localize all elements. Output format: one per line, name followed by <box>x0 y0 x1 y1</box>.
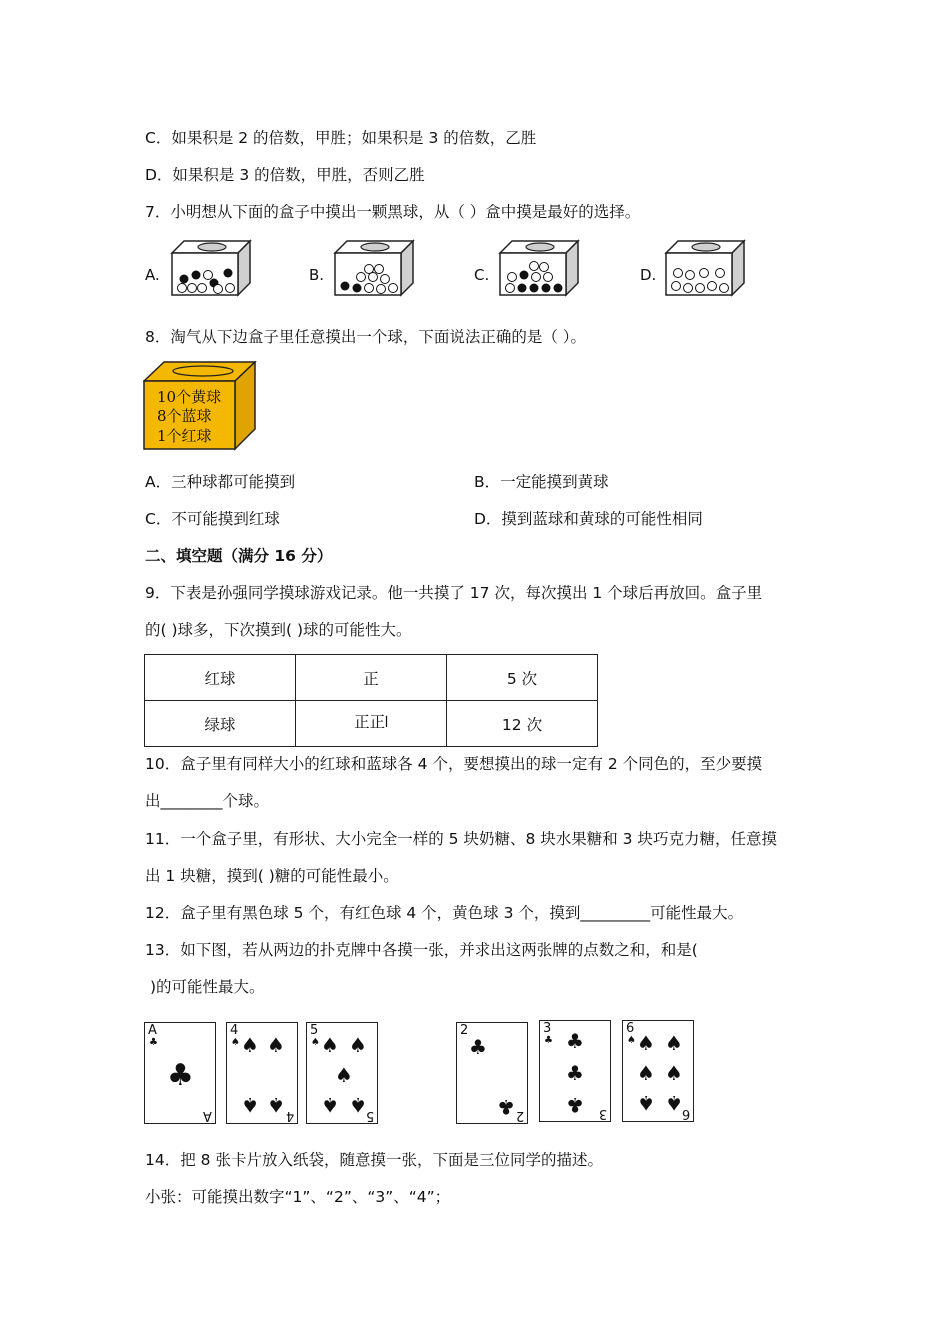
club-icon: ♣ <box>469 1035 487 1059</box>
q8-box-line2: 8个蓝球 <box>157 407 212 425</box>
club-icon: ♣ <box>149 1037 158 1048</box>
card-rank: 6 <box>681 1106 690 1121</box>
q7-box-c <box>498 237 580 297</box>
card-rank: 2 <box>460 1023 469 1038</box>
q8-option-a: A．三种球都可能摸到 <box>145 473 296 491</box>
card-rank: 4 <box>230 1023 239 1038</box>
q9-text-line1: 9．下表是孙强同学摸球游戏记录。他一共摸了 17 次，每次摸出 1 个球后再放回。盒子里 <box>145 584 763 602</box>
card-two-clubs <box>456 1022 528 1124</box>
spade-icon: ♠ <box>267 1093 285 1117</box>
tally-table <box>144 654 598 747</box>
q12-text: 12．盒子里有黑色球 5 个，有红色球 4 个，黄色球 3 个，摸到_________可能性最大。 <box>145 904 744 922</box>
spade-icon: ♠ <box>349 1033 367 1057</box>
q9-text-line2: 的( )球多，下次摸到( )球的可能性大。 <box>145 621 412 639</box>
q7-option-d-label: D. <box>640 266 657 284</box>
table-row <box>145 655 598 701</box>
table-row <box>145 701 598 747</box>
q6-option-d: D．如果积是 3 的倍数，甲胜，否则乙胜 <box>145 166 425 184</box>
club-icon: ♣ <box>167 1058 194 1093</box>
club-icon: ♣ <box>497 1095 515 1119</box>
q13-text-line1: 13．如下图，若从两边的扑克牌中各摸一张，并求出这两张牌的点数之和，和是( <box>145 941 698 959</box>
card-rank: 3 <box>543 1021 552 1036</box>
q8-option-b: B．一定能摸到黄球 <box>474 473 609 491</box>
spade-icon: ♠ <box>637 1091 655 1115</box>
q8-option-c: C．不可能摸到红球 <box>145 510 280 528</box>
q14-zhang-statement: 小张：可能摸出数字“1”、“2”、“3”、“4”； <box>145 1188 451 1206</box>
club-icon: ♣ <box>566 1093 584 1117</box>
table-cell: 红球 <box>145 655 296 701</box>
q10-text-line1: 10．盒子里有同样大小的红球和蓝球各 4 个，要想摸出的球一定有 2 个同色的，至少要摸 <box>145 755 763 773</box>
card-rank: 6 <box>626 1021 635 1036</box>
q7-option-c-label: C. <box>474 266 490 284</box>
spade-icon: ♠ <box>267 1033 285 1057</box>
q8-text: 8．淘气从下边盒子里任意摸出一个球，下面说法正确的是（ ）。 <box>145 328 587 346</box>
section-heading: 二、填空题（满分 16 分） <box>145 547 333 565</box>
card-rank: 2 <box>515 1108 524 1123</box>
q8-box-line3: 1个红球 <box>157 427 212 445</box>
card-rank: 5 <box>310 1023 319 1038</box>
spade-icon: ♠ <box>665 1031 683 1055</box>
table-cell: 绿球 <box>145 701 296 747</box>
card-rank: 3 <box>598 1106 607 1121</box>
q13-text-line2: )的可能性最大。 <box>150 978 265 996</box>
card-three-clubs <box>539 1020 611 1122</box>
card-rank: 4 <box>285 1108 294 1123</box>
card-four-spades <box>226 1022 298 1124</box>
club-icon: ♣ <box>544 1035 553 1046</box>
spade-icon: ♠ <box>637 1031 655 1055</box>
table-cell: 12 次 <box>447 701 598 747</box>
table-cell: 正正𝍩 <box>296 701 447 747</box>
card-six-spades <box>622 1020 694 1122</box>
club-icon: ♣ <box>566 1061 584 1085</box>
table-cell: 正 <box>296 655 447 701</box>
q10-text-line2: 出________个球。 <box>145 792 270 810</box>
q8-option-d: D．摸到蓝球和黄球的可能性相同 <box>474 510 703 528</box>
spade-icon: ♠ <box>665 1091 683 1115</box>
spade-icon: ♠ <box>665 1061 683 1085</box>
spade-icon: ♠ <box>321 1033 339 1057</box>
spade-icon: ♠ <box>241 1033 259 1057</box>
spade-icon: ♠ <box>311 1037 320 1048</box>
club-icon: ♣ <box>566 1029 584 1053</box>
spade-icon: ♠ <box>321 1093 339 1117</box>
q7-box-d <box>664 237 746 297</box>
card-rank: A <box>148 1023 157 1038</box>
q11-text-line1: 11．一个盒子里，有形状、大小完全一样的 5 块奶糖、8 块水果糖和 3 块巧克力糖，任意摸 <box>145 830 777 848</box>
q7-text: 7．小明想从下面的盒子中摸出一颗黑球，从（ ）盒中摸是最好的选择。 <box>145 203 641 221</box>
card-rank: 5 <box>365 1108 374 1123</box>
spade-icon: ♠ <box>349 1093 367 1117</box>
spade-icon: ♠ <box>335 1063 353 1087</box>
q7-option-a-label: A. <box>145 266 160 284</box>
q6-option-c: C．如果积是 2 的倍数，甲胜；如果积是 3 的倍数，乙胜 <box>145 129 537 147</box>
spade-icon: ♠ <box>231 1037 240 1048</box>
card-rank: A <box>203 1108 212 1123</box>
spade-icon: ♠ <box>241 1093 259 1117</box>
q7-box-a <box>170 237 252 297</box>
table-cell: 5 次 <box>447 655 598 701</box>
q7-box-b <box>333 237 415 297</box>
card-five-spades <box>306 1022 378 1124</box>
q11-text-line2: 出 1 块糖，摸到( )糖的可能性最小。 <box>145 867 399 885</box>
q7-option-b-label: B. <box>309 266 325 284</box>
q8-ball-box <box>143 361 257 451</box>
q14-text: 14．把 8 张卡片放入纸袋，随意摸一张，下面是三位同学的描述。 <box>145 1151 603 1169</box>
spade-icon: ♠ <box>627 1035 636 1046</box>
spade-icon: ♠ <box>637 1061 655 1085</box>
q8-box-line1: 10个黄球 <box>157 388 222 406</box>
card-ace-clubs <box>144 1022 216 1124</box>
